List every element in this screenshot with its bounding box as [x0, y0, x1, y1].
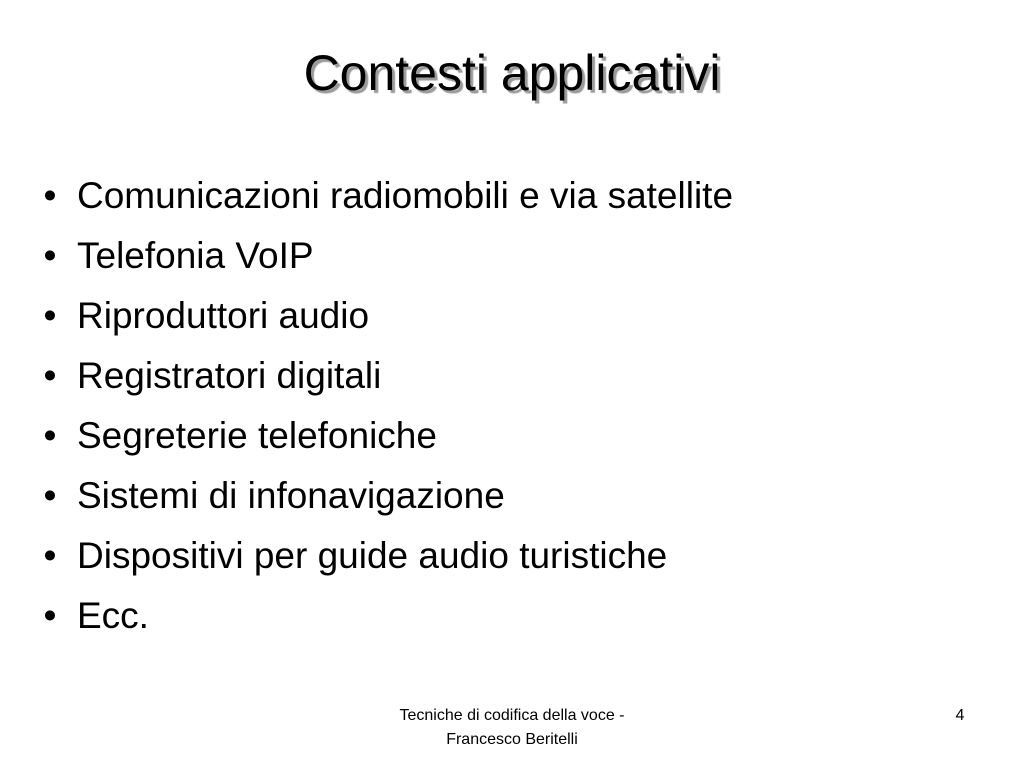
bullet-icon: •: [43, 595, 57, 636]
bullet-icon: •: [43, 355, 57, 396]
bullet-text: Dispositivi per guide audio turistiche: [77, 535, 668, 576]
bullet-text: Telefonia VoIP: [77, 235, 314, 276]
footer-text: Tecniche di codifica della voce - Francesco Beritelli: [399, 707, 625, 748]
bullet-text: Sistemi di infonavigazione: [77, 475, 505, 516]
bullet-text: Comunicazioni radiomobili e via satellite: [77, 175, 734, 216]
bullet-item: [40, 406, 733, 466]
bullet-icon: •: [43, 175, 57, 216]
bullet-list: [40, 166, 733, 646]
bullet-icon: •: [43, 295, 57, 336]
bullet-icon: •: [43, 235, 57, 276]
bullet-icon: •: [43, 475, 57, 516]
bullet-item: [40, 286, 733, 346]
bullet-item: [40, 166, 733, 226]
bullet-item: [40, 466, 733, 526]
bullet-item: [40, 226, 733, 286]
slide-title: Contesti applicativi: [303, 45, 721, 101]
bullet-icon: •: [43, 535, 57, 576]
bullet-icon: •: [43, 415, 57, 456]
bullet-text: Registratori digitali: [77, 355, 382, 396]
page-number: 4: [955, 707, 965, 724]
bullet-item: [40, 586, 733, 646]
bullet-text: Riproduttori audio: [77, 295, 370, 336]
bullet-text: Segreterie telefoniche: [77, 415, 437, 456]
bullet-text: Ecc.: [77, 595, 149, 636]
bullet-item: [40, 346, 733, 406]
bullet-item: [40, 526, 733, 586]
